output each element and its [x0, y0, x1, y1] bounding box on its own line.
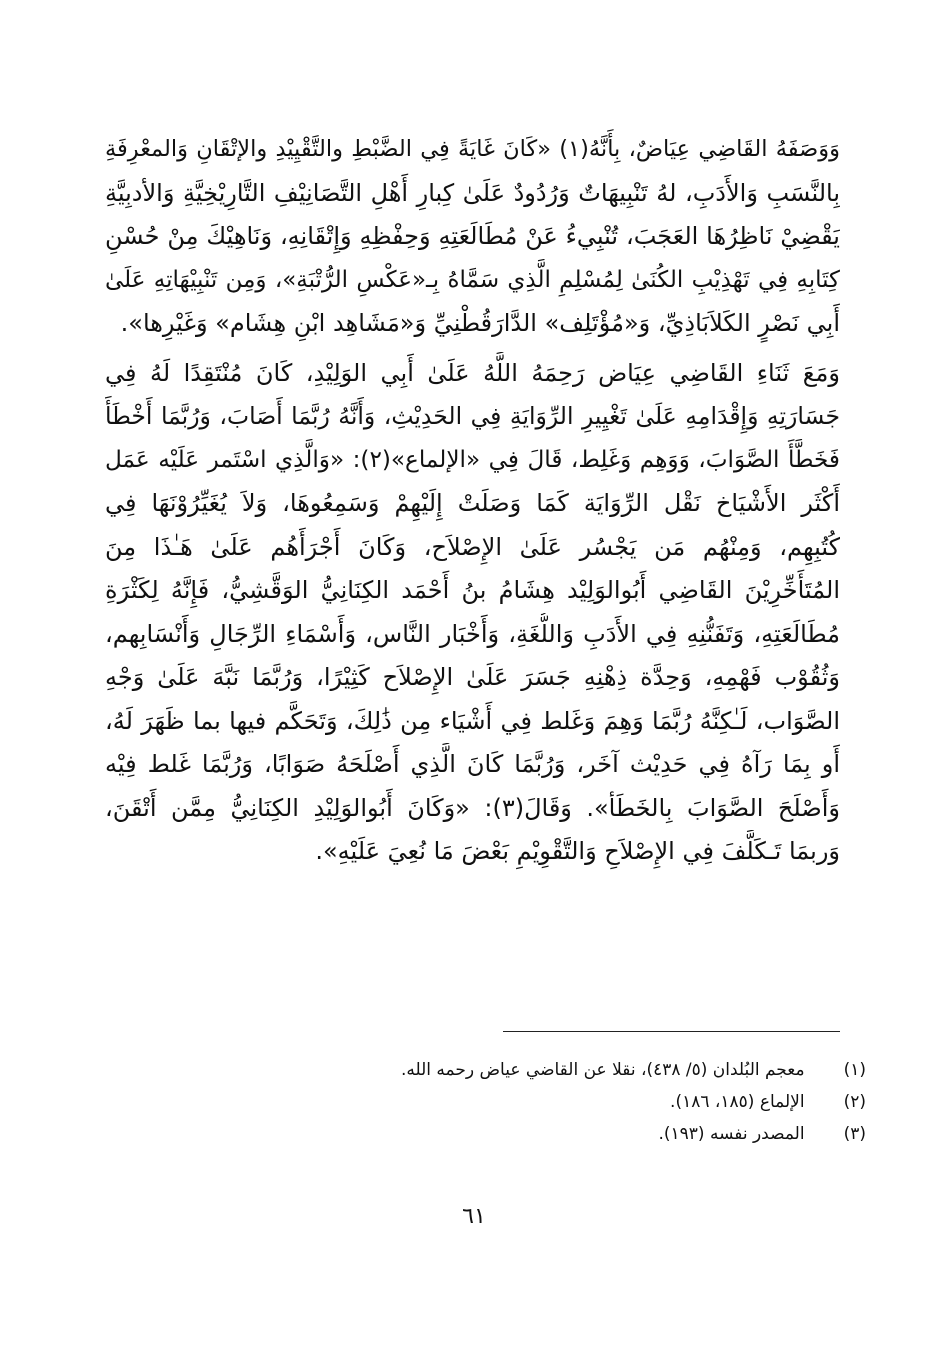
main-text [105, 128, 840, 874]
text-line: المُتَأَخِّرِيْنَ القَاضِي أَبُوالوَلِيْد هِشَامُ بنُ أَحْمَد الكِنَانِيُّ الوَقَّشِيُّ، فَإِنَّهُ لِكَثْرَةِ [105, 576, 840, 604]
paragraph-2 [105, 352, 840, 874]
text-line: كُتُبِهِم، وَمِنْهُم مَن يَجْسُر عَلَىٰ الإِصْلاَح، وَكَانَ أَجْرَأَهُم عَلَىٰ هَـٰذَا مِنَ [105, 532, 840, 561]
text-line: كِتَابِهِ فِي تَهْذِيْبِ الكُنَىٰ لِمُسْلِمِ الَّذِي سَمَّاهُ بِـ«عَكْسِ الرُّتْبَةِ»، وَمِن تَنْبِيْهَاتِهِ عَلَىٰ [105, 266, 840, 293]
text-line: وَثُقُوْب فَهْمِهِ، وَحِدَّة ذِهْنِهِ جَسَرَ عَلَىٰ الإِصْلاَح كَثِيْرًا، وَرُبَّمَا نَبَّهَ عَلَىٰ وَجْهِ [105, 663, 840, 691]
text-line: يَقْضِيْ نَاظِرُهَا العَجَبَ، تُنْبِيءُ عَنْ مُطَالَعَتِهِ وَحِفْظِهِ وَإِتْقَانِهِ، وَنَاهِيْكَ مِنْ حُسْنِ [105, 222, 840, 250]
text-line: مُطَالَعَتِهِ، وَتَفَنُّنِهِ فِي الأَدَبِ وَاللُّغَةِ، وَأَخْبَار النَّاس، وَأَسْمَاءِ الرِّجَالِ وَأَنْسَابِهم، [105, 619, 840, 648]
text-line: جَسَارَتِهِ وَإِقْدَامِهِ عَلَىٰ تَغْيِيرِ الرِّوَايَةِ فِي الحَدِيْثِ، وَأَنَّهُ رُبَّمَا أَصَابَ، وَرُبَّمَا أَخْطَأَ [105, 402, 840, 430]
footnote-text: معجم البُلدان (٥/ ٤٣٨)، نقلا عن القاضي عياض رحمه الله. [400, 1060, 805, 1080]
text-line: الصَّوَاب، لَـٰكِنَّهُ رُبَّمَا وَهِمَ وَغَلط فِي أَشْيَاء مِن ذَٰلِكَ، وَتَحَكَّم فيها بما ظَهَرَ لَهُ، [105, 706, 840, 735]
footnote-number: (٢) [843, 1092, 866, 1112]
footnote-2 [166, 1086, 866, 1118]
text-line: بِالنَّسَبِ وَالأَدَبِ، لهُ تَنْبِيهَاتٌ وَرُدُودٌ عَلَىٰ كِبارِ أَهْلِ التَّصَانِيْفِ التَّارِيْخِيَّةِ وَالأدبِيَّةِ [105, 178, 840, 207]
footnote-1 [166, 1054, 866, 1086]
page-number: ٦١ [462, 1204, 486, 1229]
footnotes [166, 1054, 866, 1150]
footnote-number: (١) [843, 1060, 866, 1080]
paragraph-1 [105, 128, 840, 346]
text-line: وَمَعَ ثَنَاءِ القَاضِي عِيَاض رَحِمَهُ اللَّهُ عَلَىٰ أَبِي الوَلِيْدِ، كَانَ مُنْتَقِدًا لَهُ فِي [105, 358, 840, 387]
text-line: وَأَصْلَحَ الصَّوَابَ بِالخَطَأ». وَقَالَ(٣): «وَكَانَ أَبُوالوَلِيْدِ الكِنَانِيُّ مِمَّن أَتْقَنَ، [105, 793, 840, 822]
text-line: أَكْثَر الأَشْيَاخ نَقْل الرِّوَايَة كَمَا وَصَلَتْ إِلَيْهِمْ وَسَمِعُوهَا، وَلاَ يُغَيِّرُوْنَهَا فِي [105, 489, 840, 517]
footnote-text: المصدر نفسه (١٩٣). [658, 1124, 805, 1144]
footnote-text: الإلماع (١٨٥، ١٨٦). [670, 1092, 805, 1112]
text-line: وَربمَا تَـكَلَّفَ فِي الإِصْلاَحِ وَالتَّقْوِيْمِ بَعْضَ مَا نُعِيَ عَلَيْهِ». [315, 837, 840, 865]
text-line: أَبِي نَصْرٍ الكَلاَبَاذِيِّ، وَ«مُؤْتَلِف» الدَّارَقُطْنِيِّ وَ«مَشَاهِد ابْنِ هِشَام» وَغَيْرِها». [120, 309, 840, 337]
text-line: وَوَصَفَهُ القَاضِي عِيَاضٌ، بِأَنَّهُ(١) «كَانَ غَايَةً فِي الضَّبْطِ والتَّقْيِيْدِ والإتْقَانِ وَالمعْرِفَةِ [105, 136, 840, 162]
text-line: أَو بِمَا رَآهُ فِي حَدِيْث آخَر، وَرُبَّمَا كَانَ الَّذِي أَصْلَحَهُ صَوَابًا، وَرُبَّمَا غَلط فِيْه [105, 750, 840, 778]
footnote-separator [503, 1031, 840, 1032]
footnote-number: (٣) [843, 1124, 866, 1144]
text-line: فَخَطَّأَ الصَّوَابَ، وَوَهِم وَغَلِط، قَالَ فِي «الإلماع»(٢): «وَالَّذِي اسْتَمر عَلَيْه عَمَل [105, 446, 840, 473]
footnote-3 [166, 1118, 866, 1150]
